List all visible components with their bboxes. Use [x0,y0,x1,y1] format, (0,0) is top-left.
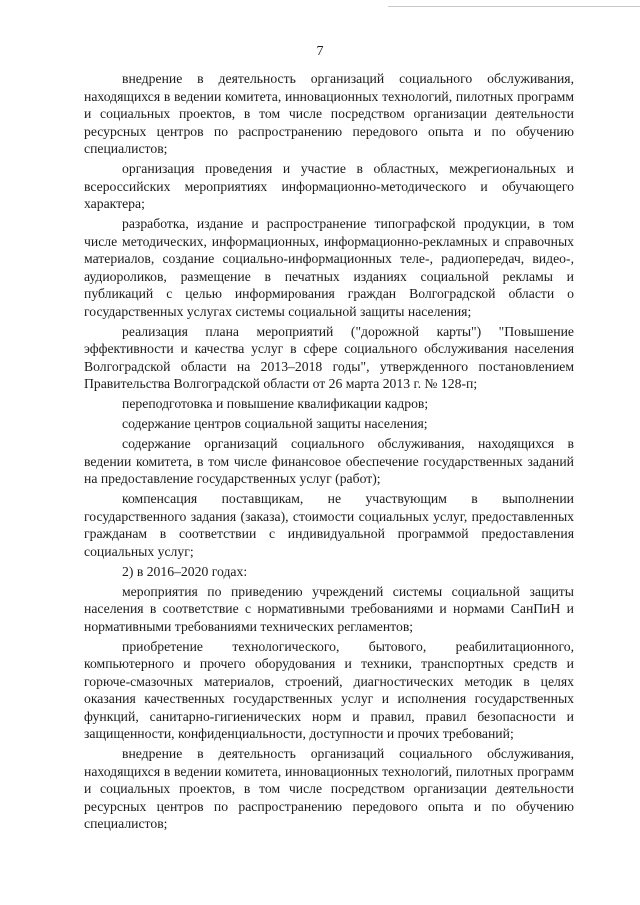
document-body [84,70,574,835]
paragraph-innovations: внедрение в деятельность организаций социального обслуживания, находящихся в ведении комитета, инновационных технологий, пилотных программ и социальных проектов, в том числе посредством организации деятельности ресурсных центров по распространению передового опыта и по обучению специалистов; [84,71,574,156]
paragraph-roadmap: реализация плана мероприятий ("дорожной карты") "Повышение эффективности и качества услуг в сфере социального обслуживания населения Волгоградской области на 2013–2018 годы", утвержденного постановлением Правительства Волгоградской области от 26 марта 2013 г. № 128-п; [84,323,574,391]
paragraph-organizations: содержание организаций социального обслуживания, находящихся в ведении комитета, в том числе финансовое обеспечение государственных заданий на предоставление государственных услуг (работ); [84,436,574,486]
paragraph-printing: разработка, издание и распространение типографской продукции, в том числе методических, информационных, информационно-рекламных и справочных материалов, создание социально-информационных теле-, радиопередач, видео-, аудиороликов, размещение в печатных изданиях социальной рекламы и публикаций с целью информирования граждан Волгоградской области о государственных услугах системы социальной защиты населения; [84,216,574,319]
paragraph-period-heading: 2) в 2016–2020 годах: [122,563,248,579]
paragraph-innovations-repeat: внедрение в деятельность организаций социального обслуживания, находящихся в ведении комитета, инновационных технологий, пилотных программ и социальных проектов, в том числе посредством организации деятельности ресурсных центров по распространению передового опыта и по обучению специалистов; [84,746,574,831]
paragraph-compensation: компенсация поставщикам, не участвующим в выполнении государственного задания (заказа), стоимости социальных услуг, предоставленных гражданам в соответствии с индивидуальной программой предоставления социальных услуг; [84,491,574,559]
paragraph-centers: содержание центров социальной защиты населения; [122,416,428,431]
paragraph-events: организация проведения и участие в областных, межрегиональных и всероссийских мероприятиях информационно-методического и обучающего характера; [84,161,574,211]
paragraph-sanpin: мероприятия по приведению учреждений системы социальной защиты населения в соответствие с нормативными требованиями и нормами СанПиН и нормативными требованиями технических регламентов; [84,583,574,634]
page-number: 7 [316,44,324,59]
paragraph-retraining: переподготовка и повышение квалификации кадров; [122,396,429,411]
scan-edge-line [388,6,640,7]
paragraph-equipment: приобретение технологического, бытового, реабилитационного, компьютерного и прочего оборудования и техники, транспортных средств и горюче-смазочных материалов, строений, диагностических методик в целях оказания качественных государственных услуг и исполнения государственных функций, санитарно-гигиенических норм и правил, правил безопасности и защищенности, конфиденциальности, доступности и прочих требований; [84,638,574,741]
